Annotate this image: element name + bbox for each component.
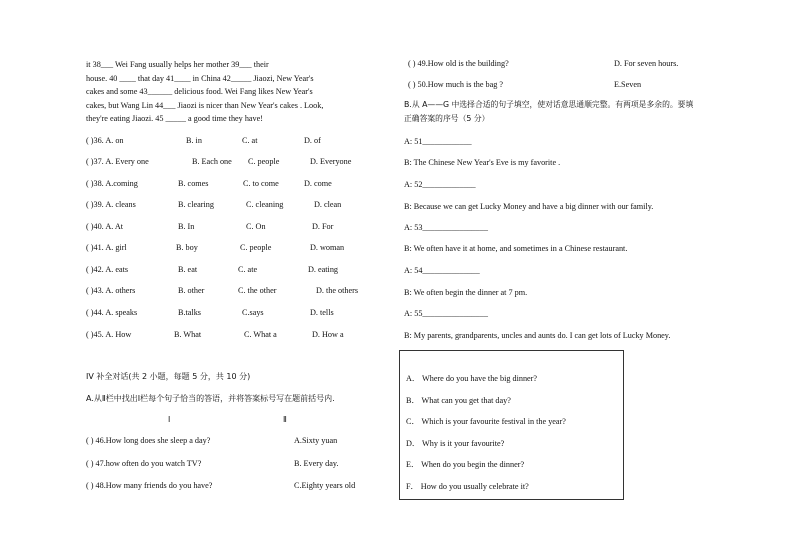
mcq-question: ( )43. A. others (86, 286, 136, 295)
dialogue-line: B: We often begin the dinner at 7 pm. (404, 288, 528, 297)
passage-line: it 38___ Wei Fang usually helps her mother 39___ their (86, 60, 269, 69)
passage-line: cakes and some 43______ delicious food. Wei Fang likes New Year's (86, 87, 313, 96)
mcq-option-d: D. woman (310, 243, 345, 252)
mcq-question: ( )38. A.coming (86, 179, 138, 188)
mcq-question: ( )42. A. eats (86, 265, 129, 274)
dialogue-line: A: 55________________ (404, 309, 488, 318)
options-box (399, 350, 624, 500)
mcq-option-c: C. ate (238, 265, 258, 274)
dialogue-line: A: 52_____________ (404, 180, 476, 189)
mcq-option-d: D. Everyone (310, 157, 352, 166)
mcq-option-d: D. clean (314, 200, 342, 209)
mcq-option-c: C. to come (243, 179, 279, 188)
dialogue-line: B: We often have it at home, and sometimes in a Chinese restaurant. (404, 244, 628, 253)
cloze-passage (86, 58, 386, 126)
match-question: ( ) 50.How much is the bag ? (408, 80, 504, 89)
mcq-question: ( )40. A. At (86, 222, 124, 231)
mcq-question: ( )39. A. cleans (86, 200, 136, 209)
part-a-instruction: A.从Ⅱ栏中找出Ⅰ栏每个句子恰当的答语，并将答案标号写在题前括号内. (86, 394, 335, 403)
mcq-option-c: C. the other (238, 286, 277, 295)
mcq-question: ( )36. A. on (86, 136, 124, 145)
option-item: F． How do you usually celebrate it? (406, 482, 529, 491)
option-item: B． What can you get that day? (406, 396, 511, 405)
mcq-option-b: B. clearing (178, 200, 214, 209)
match-question: ( ) 46.How long does she sleep a day? (86, 436, 211, 445)
match-question: ( ) 49.How old is the building? (408, 59, 509, 68)
part-b-instruction-2: 正确答案的序号（5 分） (404, 114, 490, 123)
match-answer: E.Seven (614, 80, 642, 89)
section-title: IV 补全对话(共 2 小题，每题 5 分，共 10 分) (86, 372, 251, 381)
match-question: ( ) 48.How many friends do you have? (86, 481, 213, 490)
mcq-option-c: C. people (248, 157, 280, 166)
match-answer: A.Sixty yuan (294, 436, 338, 445)
passage-line: house. 40 ____ that day 41____ in China 42_____ Jiaozi, New Year's (86, 73, 314, 83)
mcq-question: ( )41. A. girl (86, 243, 127, 252)
option-item: D． Why is it your favourite? (406, 439, 505, 448)
mcq-option-d: D. eating (308, 265, 339, 274)
match-answer: C.Eighty years old (294, 481, 356, 490)
mcq-option-c: C.says (242, 308, 264, 317)
mcq-option-c: C. people (240, 243, 272, 252)
mcq-option-b: B. in (186, 136, 202, 145)
mcq-option-b: B. comes (178, 179, 209, 188)
dialogue-line: A: 51____________ (404, 137, 472, 146)
passage-line: cakes, but Wang Lin 44___ Jiaozi is nicer than New Year's cakes . Look, (86, 100, 324, 110)
mcq-option-b: B.talks (178, 308, 201, 317)
dialogue-line: B: The Chinese New Year's Eve is my favorite . (404, 158, 561, 167)
mcq-option-c: C. On (246, 222, 266, 231)
mcq-option-d: D. of (304, 136, 321, 145)
column-header-1: Ⅰ (168, 415, 171, 424)
mcq-option-b: B. other (178, 286, 205, 295)
part-b-instruction: B.从 A——G 中选择合适的句子填空，使对话意思通顺完整。有两项是多余的。要填 (404, 100, 694, 109)
mcq-option-d: D. come (304, 179, 332, 188)
passage-line: they're eating Jiaozi. 45 _____ a good time they have! (86, 114, 263, 123)
mcq-option-d: D. tells (310, 308, 334, 317)
column-header-2: Ⅱ (283, 415, 287, 424)
match-question: ( ) 47.how often do you watch TV? (86, 459, 202, 468)
mcq-option-d: D. For (312, 222, 334, 231)
dialogue-line: B: My parents, grandparents, uncles and aunts do. I can get lots of Lucky Money. (404, 331, 671, 340)
mcq-option-b: B. boy (176, 243, 198, 252)
dialogue-line: A: 54______________ (404, 266, 480, 275)
dialogue-line: B: Because we can get Lucky Money and have a big dinner with our family. (404, 202, 654, 211)
mcq-option-b: B. In (178, 222, 195, 231)
option-item: C． Which is your favourite festival in the year? (406, 417, 566, 426)
mcq-question: ( )37. A. Every one (86, 157, 149, 166)
mcq-question: ( )44. A. speaks (86, 308, 138, 317)
option-item: E． When do you begin the dinner? (406, 460, 525, 469)
match-answer: B. Every day. (294, 459, 339, 468)
mcq-option-c: C. at (242, 136, 258, 145)
mcq-option-b: B. Each one (192, 157, 232, 166)
mcq-option-c: C. cleaning (246, 200, 284, 209)
mcq-question: ( )45. A. How (86, 330, 132, 339)
mcq-option-d: D. How a (312, 330, 344, 339)
option-item: A． Where do you have the big dinner? (406, 374, 538, 383)
mcq-option-d: D. the others (316, 286, 359, 295)
match-answer: D. For seven hours. (614, 59, 679, 68)
mcq-option-b: B. What (174, 330, 202, 339)
mcq-option-b: B. eat (178, 265, 198, 274)
mcq-option-c: C. What a (244, 330, 277, 339)
dialogue-line: A: 53________________ (404, 223, 488, 232)
